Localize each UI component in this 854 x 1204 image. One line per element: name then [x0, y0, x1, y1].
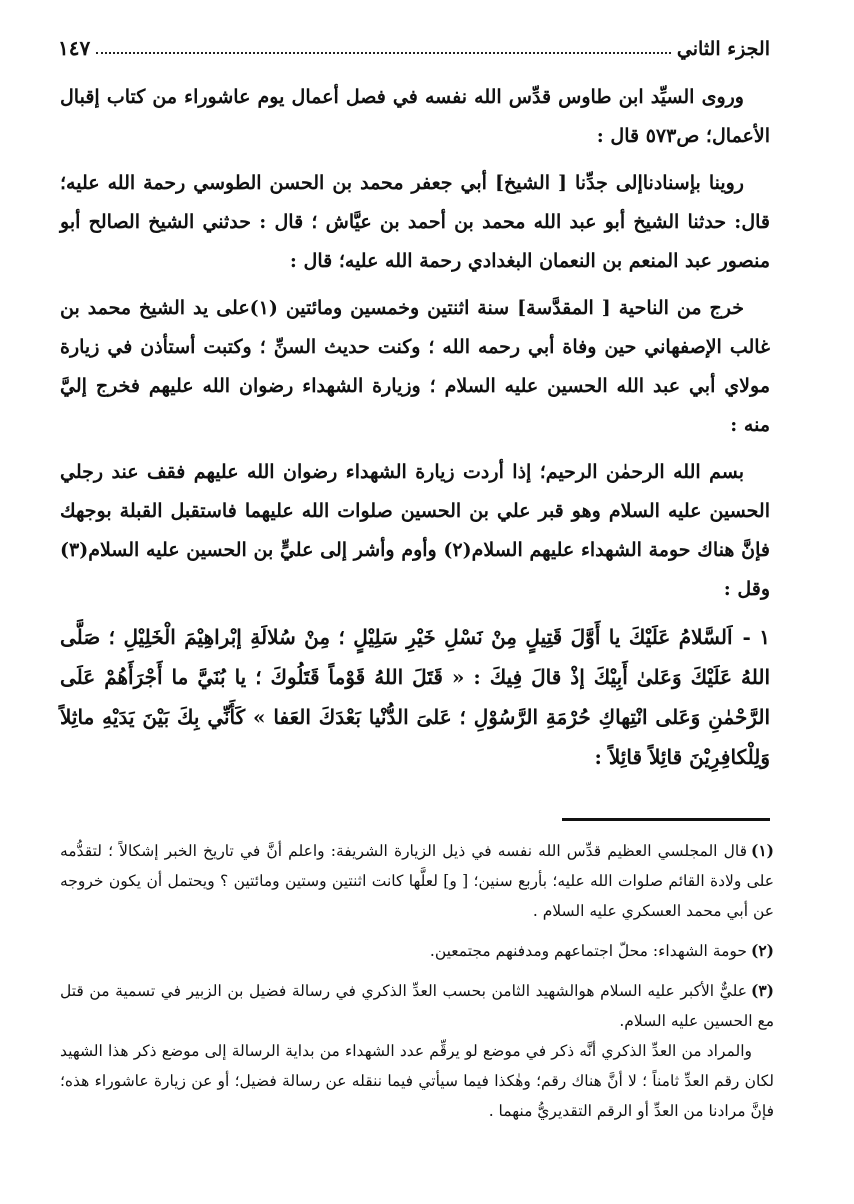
footnote-2-number: (٢)	[750, 941, 774, 960]
footnote-3-continuation: والمراد من العدِّ الذكري أنَّه ذكر في موضع لو يرقِّم عدد الشهداء من بداية الرسالة إلى موضع ذكر هذا الشهيد لكان رقم العدِّ ثامناً ؛ لا أنَّ هناك رقم؛ وهٰكذا فيما سيأتي فيما ننقله عن رسالة فضيل؛ أو عن زيارة عاشوراء هذه؛ فإنَّ مرادنا من العدِّ أو الرقم التقديريُّ منهما .	[60, 1042, 774, 1120]
verse-number: ١ -	[742, 625, 770, 649]
footnotes	[60, 836, 774, 1126]
paragraph-instructions: بسم الله الرحمٰن الرحيم؛ إذا أردت زيارة الشهداء رضوان الله عليهم فقف عند رجلي الحسين عليه السلام وهو قبر علي بن الحسين صلوات الله عليهما فاستقبل القبلة بوجهك فإنَّ هناك حومة الشهداء عليهم السلام(٢) وأوم وأشر إلى عليٍّ بن الحسين عليه السلام(٣) وقل :	[60, 461, 770, 600]
ziyara-verse-1	[60, 617, 770, 777]
page-number: ١٤٧	[58, 36, 91, 60]
header-dot-leader	[96, 52, 671, 54]
paragraph-isnad: روينا بإسنادناإلى جدِّنا [ الشيخ] أبي جعفر محمد بن الحسن الطوسي رحمة الله عليه؛ قال: حدثنا الشيخ أبو عبد الله محمد بن أحمد بن عيَّاش ؛ قال : حدثني الشيخ الصالح أبو منصور عبد المنعم بن النعمان البغدادي رحمة الله عليه؛ قال :	[60, 172, 770, 272]
footnote-1	[60, 836, 774, 926]
footnote-2	[60, 936, 774, 966]
footnote-2-text: حومة الشهداء: محلّ اجتماعهم ومدفنهم مجتمعين.	[429, 942, 747, 960]
main-text	[60, 78, 770, 785]
footnote-3	[60, 976, 774, 1036]
verse-text: اَلسَّلامُ عَلَيْكَ يا أَوَّلَ قَتِيلٍ مِنْ نَسْلِ خَيْرِ سَلِيْلٍ ؛ مِنْ سُلالَةِ إبْراهِيْمَ الْخَلِيْلِ ؛ صَلَّى اللهُ عَلَيْكَ وَعَلىٰ أَبِيْكَ إذْ قالَ فِيكَ : « قَتَلَ اللهُ قَوْماً قَتَلُوكَ ؛ يا بُنَيَّ ما أَجْرَأَهُمْ عَلَى الرَّحْمٰنِ وَعَلى انْتِهاكِ حُرْمَةِ الرَّسُوْلِ ؛ عَلىَ الدُّنْيا بَعْدَكَ العَفا » كَأَنِّي بِكَ بَيْنَ يَدَيْهِ ماثِلاً وَلِلْكافِرِيْنَ قائِلاً قائِلاً :	[60, 625, 770, 769]
footnote-3-number: (٣)	[750, 981, 774, 1000]
footnote-1-number: (١)	[750, 841, 774, 860]
footnote-separator	[562, 818, 770, 821]
paragraph-intro: وروى السيِّد ابن طاوس قدِّس الله نفسه في فصل أعمال يوم عاشوراء من كتاب إقبال الأعمال؛ ص٥٧٣ قال :	[60, 86, 770, 147]
paragraph-narration: خرج من الناحية [ المقدَّسة] سنة اثنتين وخمسين ومائتين (١)على يد الشيخ محمد بن غالب الإصفهاني حين وفاة أبي رحمه الله ؛ وكنت حديث السنِّ ؛ وكتبت أستأذن في زيارة مولاي أبي عبد الله الحسين عليه السلام ؛ وزيارة الشهداء رضوان الله عليهم فخرج إليَّ منه :	[60, 297, 770, 436]
page-header	[58, 26, 770, 60]
footnote-1-text: قال المجلسي العظيم قدِّس الله نفسه في ذيل الزيارة الشريفة: واعلم أنَّ في تاريخ الخبر إشكالاً ؛ لتقدُّمه على ولادة القائم صلوات الله عليه؛ بأربع سنين؛ [ و] لعلَّها كانت اثنتين وستين ومائتين ؟ ويحتمل أن يكون خروجه عن أبي محمد العسكري عليه السلام .	[60, 842, 774, 920]
running-title: الجزء الثاني	[676, 38, 770, 60]
footnote-3-text: عليٌّ الأكبر عليه السلام هوالشهيد الثامن بحسب العدِّ الذكري في رسالة فضيل بن الزبير في تسمية من قتل مع الحسين عليه السلام.	[60, 982, 774, 1030]
